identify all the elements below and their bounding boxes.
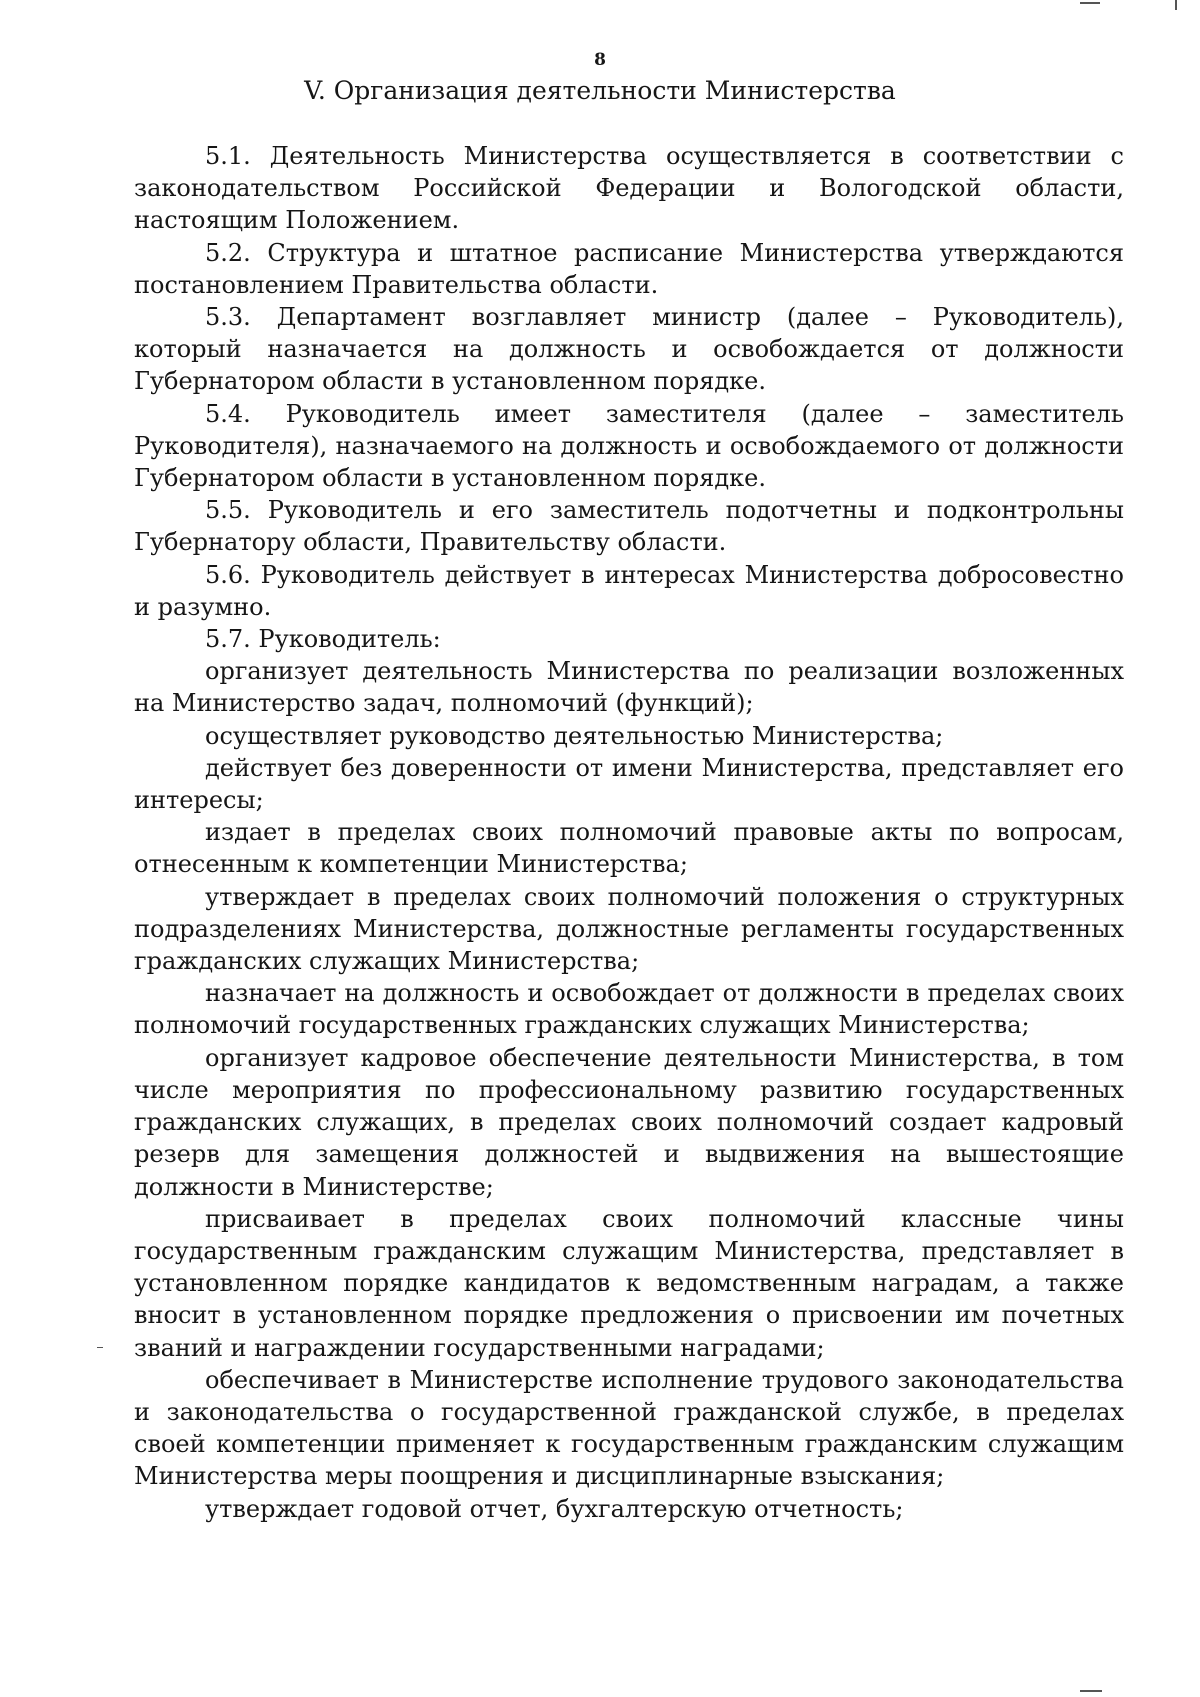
- document-body: [134, 140, 1124, 1525]
- paragraph-5-5: 5.5. Руководитель и его заместитель подотчетны и подконтрольны Губернатору области, Правительству области.: [134, 496, 1124, 557]
- paragraph-5-3: 5.3. Департамент возглавляет министр (далее – Руководитель), который назначается на должность и освобождается от должности Губернатором области в установленном порядке.: [134, 303, 1124, 396]
- paragraph-5-4: 5.4. Руководитель имеет заместителя (далее – заместитель Руководителя), назначаемого на должность и освобождаемого от должности Губернатором области в установленном порядке.: [134, 399, 1124, 493]
- duty-approves-report: утверждает годовой отчет, бухгалтерскую отчетность;: [205, 1494, 904, 1523]
- duty-manages-activity: осуществляет руководство деятельностью Министерства;: [205, 721, 944, 750]
- scan-mark-top: [1080, 2, 1100, 4]
- page-number: 8: [594, 50, 606, 70]
- scan-mark-top-right: [1175, 0, 1177, 10]
- duty-staffing: организует кадровое обеспечение деятельности Министерства, в том числе мероприятия по профессиональному развитию государственных гражданских служащих, в пределах своих полномочий создает кадровый резерв для замещения должностей и выдвижения на вышестоящие должности в Министерстве;: [134, 1043, 1124, 1201]
- paragraph-5-1: 5.1. Деятельность Министерства осуществляется в соответствии с законодательством Российской Федерации и Вологодской области, настоящим Положением.: [134, 142, 1124, 235]
- duty-organizes-activity: организует деятельность Министерства по реализации возложенных на Министерство задач, полномочий (функций);: [134, 657, 1124, 718]
- scan-mark-bottom: [1080, 1690, 1102, 1692]
- section-title: V. Организация деятельности Министерства: [304, 76, 896, 105]
- duty-issues-legal-acts: издает в пределах своих полномочий правовые акты по вопросам, отнесенным к компетенции Министерства;: [134, 818, 1124, 879]
- duty-appoints-dismisses: назначает на должность и освобождает от должности в пределах своих полномочий государственных гражданских служащих Министерства;: [134, 979, 1124, 1040]
- paragraph-5-7: 5.7. Руководитель:: [205, 625, 441, 654]
- duty-approves-regulations: утверждает в пределах своих полномочий положения о структурных подразделениях Министерства, должностные регламенты государственных гражданских служащих Министерства;: [134, 882, 1124, 976]
- duty-awards-ranks: присваивает в пределах своих полномочий классные чины государственным гражданским служащим Министерства, представляет в установленном порядке кандидатов к ведомственным наградам, а также вносит в установленном порядке предложения о присвоении им почетных званий и награждении государственными наградами;: [134, 1204, 1124, 1362]
- duty-acts-without-proxy: действует без доверенности от имени Министерства, представляет его интересы;: [134, 753, 1124, 815]
- duty-labor-law: обеспечивает в Министерстве исполнение трудового законодательства и законодательства о государственной гражданской службе, в пределах своей компетенции применяет к государственным гражданским служащим Министерства меры поощрения и дисциплинарные взыскания;: [134, 1365, 1124, 1491]
- paragraph-5-6: 5.6. Руководитель действует в интересах Министерства добросовестно и разумно.: [134, 560, 1124, 621]
- paragraph-5-2: 5.2. Структура и штатное расписание Министерства утверждаются постановлением Правительства области.: [134, 238, 1124, 299]
- scan-mark-left: [97, 1347, 103, 1348]
